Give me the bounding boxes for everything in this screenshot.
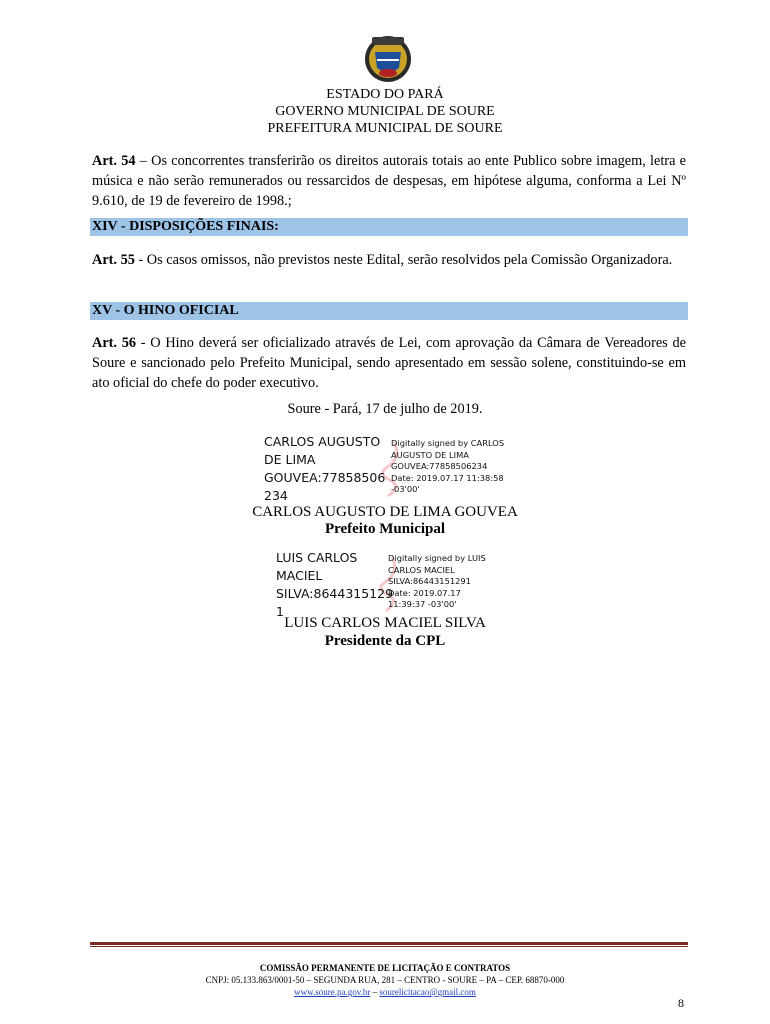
footer-rule	[90, 942, 688, 945]
signature1-name-line: CARLOS AUGUSTO	[264, 434, 381, 449]
footer-rule	[90, 946, 688, 947]
signature2-info-block	[388, 553, 486, 611]
signature1-info-block	[391, 438, 504, 496]
signature2-info-line: Date: 2019.07.17	[388, 587, 461, 598]
signer2-role: Presidente da CPL	[324, 633, 446, 649]
header-state: ESTADO DO PARÁ	[326, 87, 444, 102]
article-56	[92, 333, 686, 393]
signature1-name-line: 234	[264, 488, 288, 503]
footer-separator: –	[370, 987, 380, 997]
signature1-name-line: DE LIMA	[264, 452, 316, 467]
signature2-info-line: CARLOS MACIEL	[388, 564, 455, 575]
signature2-info-line: Digitally signed by LUIS	[388, 553, 486, 563]
article-label: Art. 54	[92, 153, 136, 169]
signature2-name-line: LUIS CARLOS	[276, 550, 358, 565]
signature2-name-line: 1	[276, 604, 284, 619]
signature1-name-block	[264, 433, 385, 505]
signature2-info-line: SILVA:86443151291	[388, 576, 471, 586]
header-government: GOVERNO MUNICIPAL DE SOURE	[275, 104, 495, 119]
signature2-name-block	[276, 549, 393, 621]
signature1-info-line: -03'00'	[391, 484, 420, 494]
date-line: Soure - Pará, 17 de julho de 2019.	[287, 401, 483, 417]
signature2-name-line: MACIEL	[276, 568, 323, 583]
signature1-info-line: Date: 2019.07.17 11:38:58	[391, 472, 504, 483]
signature1-info-line: GOUVEA:77858506234	[391, 461, 488, 471]
signature1-info-line: Digitally signed by CARLOS	[391, 438, 505, 448]
signer1-role: Prefeito Municipal	[324, 521, 446, 537]
municipal-crest-icon	[363, 32, 413, 84]
article-text: - O Hino deverá ser oficializado através de Lei, com aprovação da Câmara de Vereadores de Soure e sancionado pelo Prefeito Municipal, sendo apresentado em sessão solene, constituindo-se em ato oficial do chefe do poder executivo.	[92, 335, 686, 391]
article-label: Art. 56	[92, 335, 137, 351]
header-prefecture: PREFEITURA MUNICIPAL DE SOURE	[267, 121, 503, 136]
signature2-name-line: SILVA:8644315129	[276, 586, 394, 601]
footer-title: COMISSÃO PERMANENTE DE LICITAÇÃO E CONTRATOS	[259, 963, 511, 973]
signature1-info-line: AUGUSTO DE LIMA	[391, 449, 469, 460]
article-55	[92, 250, 686, 270]
signature1-name-line: GOUVEA:77858506	[264, 470, 386, 485]
footer-links	[0, 986, 770, 998]
article-text: - Os casos omissos, não previstos neste Edital, serão resolvidos pela Comissão Organizadora.	[134, 252, 673, 268]
footer-address: CNPJ: 05.133.863/0001-50 – SEGUNDA RUA, 281 – CENTRO - SOURE – PA – CEP. 68870-000	[205, 975, 565, 985]
page-number: 8	[678, 996, 684, 1010]
section-title-disposicoes-finais: XIV - DISPOSIÇÕES FINAIS:	[90, 218, 688, 236]
article-text: – Os concorrentes transferirão os direitos autorais totais ao ente Publico sobre imagem, letra e música e não serão remunerados ou ressarcidos de despesas, em hipótese alguma, conforma a Lei Nº 9.610, de 19 de fevereiro de 1998.;	[92, 153, 686, 209]
email-link[interactable]: sourelicitacao@gmail.com	[379, 987, 476, 997]
signature2-info-line: 11:39:37 -03'00'	[388, 599, 457, 609]
signer1-name: CARLOS AUGUSTO DE LIMA GOUVEA	[252, 504, 518, 520]
signer2-name: LUIS CARLOS MACIEL SILVA	[284, 615, 486, 631]
article-54	[92, 151, 686, 211]
article-label: Art. 55	[92, 252, 135, 268]
section-title-hino-oficial: XV - O HINO OFICIAL	[90, 302, 688, 320]
website-link[interactable]: www.soure.pa.gov.br	[294, 987, 371, 997]
